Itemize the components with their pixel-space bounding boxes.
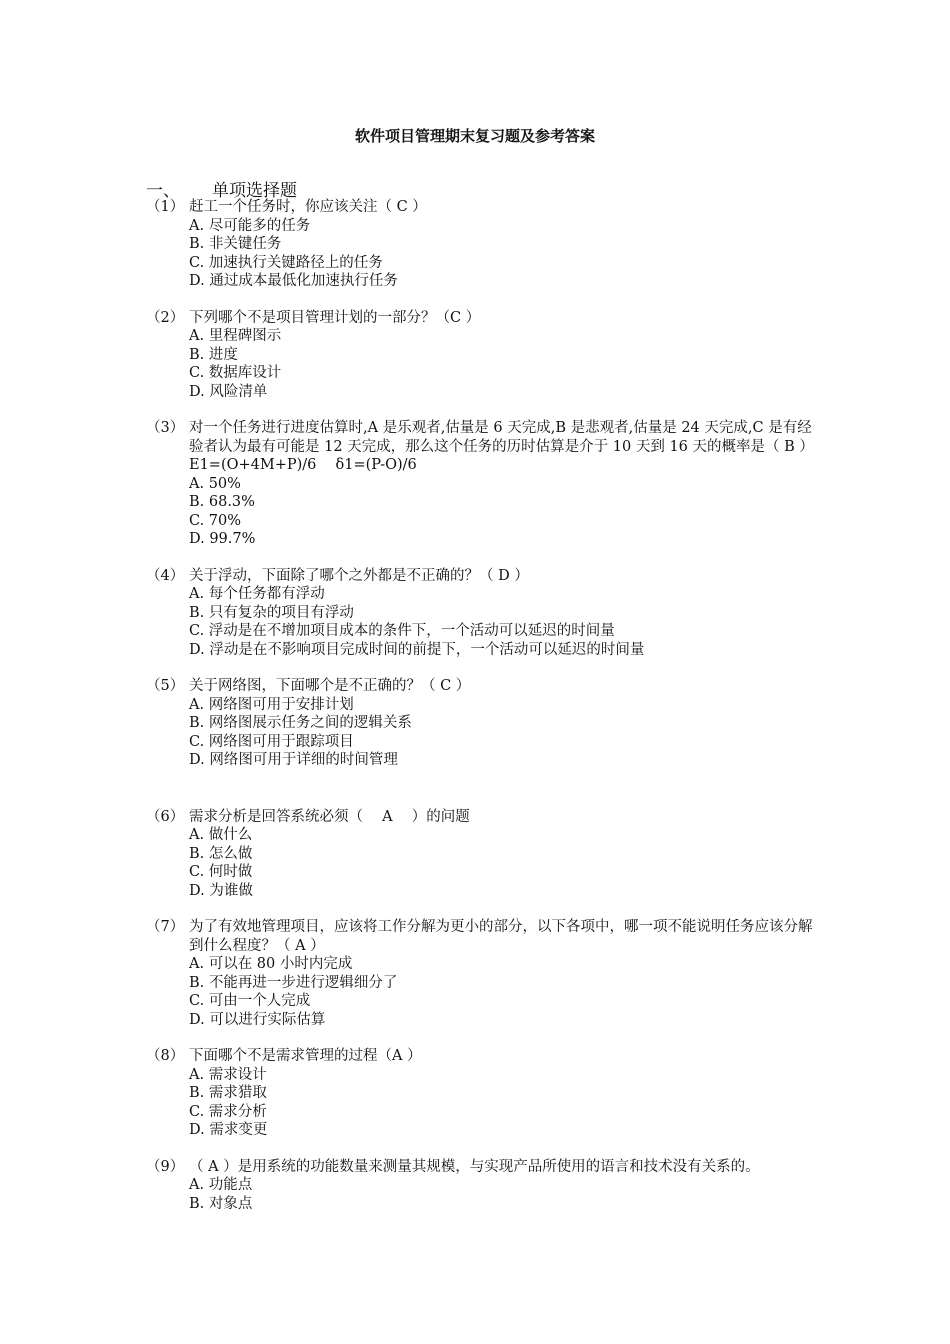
option: C. 何时做 xyxy=(189,864,253,880)
option: B. 对象点 xyxy=(189,1195,253,1212)
question-number: （1） xyxy=(146,199,185,215)
question-text: 为了有效地管理项目，应该将工作分解为更小的部分，以下各项中，哪一项不能说明任务应该分解到什么程度？（ A ） xyxy=(189,919,813,954)
option: D. 可以进行实际估算 xyxy=(189,1011,326,1028)
section-number: 一、 xyxy=(146,181,180,201)
question-number: （8） xyxy=(146,1048,185,1064)
question-9 xyxy=(146,1158,816,1214)
option: B. 网络图展示任务之间的逻辑关系 xyxy=(189,715,412,731)
option: C. 数据库设计 xyxy=(189,365,282,381)
option: A. 里程碑图示 xyxy=(189,328,282,344)
option: B. 不能再进一步进行逻辑细分了 xyxy=(189,974,398,991)
option: A. 尽可能多的任务 xyxy=(189,217,311,234)
option: A. 功能点 xyxy=(189,1177,253,1193)
question-list xyxy=(146,198,816,1231)
question-3 xyxy=(146,419,816,549)
question-number: （5） xyxy=(146,678,185,694)
question-text: 需求分析是回答系统必须（ A ）的问题 xyxy=(189,808,470,825)
question-text: 下列哪个不是项目管理计划的一部分？（C ） xyxy=(189,309,481,326)
question-number: （4） xyxy=(146,567,185,584)
question-7 xyxy=(146,918,816,1029)
option: C. 浮动是在不增加项目成本的条件下，一个活动可以延迟的时间量 xyxy=(189,623,615,639)
question-text: 关于浮动，下面除了哪个之外都是不正确的？（ D ） xyxy=(189,567,529,584)
question-2 xyxy=(146,309,816,402)
question-text: （ A ）是用系统的功能数量来测量其规模，与实现产品所使用的语言和技术没有关系的。 xyxy=(189,1158,760,1175)
question-4 xyxy=(146,567,816,660)
option: D. 99.7% xyxy=(189,531,256,547)
option: A. 可以在 80 小时内完成 xyxy=(189,956,353,972)
section-label: 单项选择题 xyxy=(212,181,297,201)
option: B. 进度 xyxy=(189,346,238,363)
question-1 xyxy=(146,198,816,291)
option: D. 需求变更 xyxy=(189,1122,268,1138)
option: A. 50% xyxy=(189,475,241,492)
option: B. 非关键任务 xyxy=(189,236,282,252)
option: A. 每个任务都有浮动 xyxy=(189,586,325,602)
option: C. 需求分析 xyxy=(189,1103,267,1120)
option: A. 需求设计 xyxy=(189,1066,267,1083)
question-5 xyxy=(146,677,816,770)
question-text: 关于网络图，下面哪个是不正确的？（ C ） xyxy=(189,678,471,694)
question-text: 下面哪个不是需求管理的过程（A ） xyxy=(189,1048,422,1064)
question-number: （2） xyxy=(146,309,185,326)
option: B. 怎么做 xyxy=(189,845,253,862)
option: B. 需求猎取 xyxy=(189,1085,267,1101)
question-number: （6） xyxy=(146,808,185,825)
question-number: （7） xyxy=(146,919,185,935)
question-text: 对一个任务进行进度估算时,A 是乐观者,估量是 6 天完成,B 是悲观者,估量是 24 天完成,C 是有经验者认为最有可能是 12 天完成，那么这个任务的历时估算是介于 10 天到 16 天的概率是（ B ）E1=(O+4M+P)/6 δ1=(P-O)/6 xyxy=(189,420,814,473)
question-8 xyxy=(146,1047,816,1140)
option: B. 68.3% xyxy=(189,494,255,510)
question-number: （9） xyxy=(146,1158,185,1175)
option: D. 通过成本最低化加速执行任务 xyxy=(189,273,398,289)
option: C. 可由一个人完成 xyxy=(189,993,311,1009)
question-6 xyxy=(146,808,816,901)
option: B. 只有复杂的项目有浮动 xyxy=(189,604,354,621)
option: C. 网络图可用于跟踪项目 xyxy=(189,733,354,750)
question-number: （3） xyxy=(146,420,185,436)
option: D. 为谁做 xyxy=(189,882,253,899)
option: C. 加速执行关键路径上的任务 xyxy=(189,254,383,271)
document-title: 软件项目管理期末复习题及参考答案 xyxy=(354,127,595,145)
option: A. 做什么 xyxy=(189,827,253,843)
option: C. 70% xyxy=(189,512,242,529)
question-text: 赶工一个任务时，你应该关注（ C ） xyxy=(189,199,427,215)
option: D. 网络图可用于详细的时间管理 xyxy=(189,752,398,768)
option: A. 网络图可用于安排计划 xyxy=(189,696,354,713)
option: D. 风险清单 xyxy=(189,383,268,400)
option: D. 浮动是在不影响项目完成时间的前提下，一个活动可以延迟的时间量 xyxy=(189,641,645,658)
